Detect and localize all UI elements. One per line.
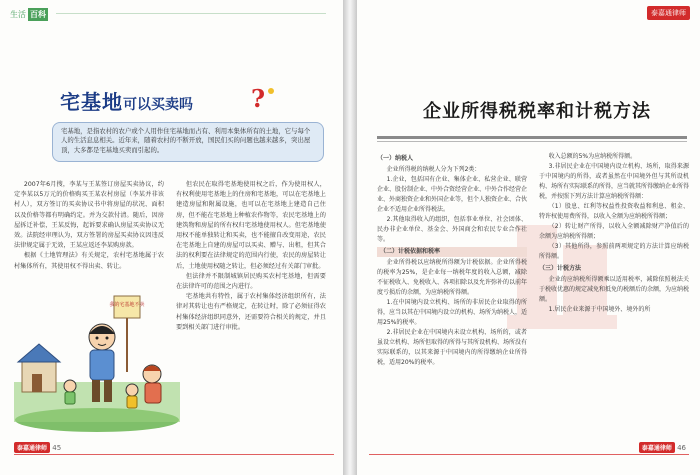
- section-divider: [56, 13, 326, 14]
- paragraph: 1.居民企业来源于中国境外、境外的所: [548, 306, 651, 313]
- page-number: 45: [52, 444, 62, 452]
- question-mark-icon: ?: [251, 84, 266, 113]
- paragraph: 1.企业，包括国有企业、集体企业、私营企业、联营企业、股份制企业、中外合资经营企业、中外合作经营企业、外商独资企业和外国企业等，但个人独资企业、合伙企业不适用企业所得税法。: [377, 176, 527, 213]
- page-footer: [14, 442, 61, 453]
- paragraph: 企业的应纳税所得额乘以适用税率，减除依照税法关于税收优惠的规定减免和抵免的税额后的余额，为应纳税额。: [539, 276, 689, 303]
- right-column-2: [539, 152, 689, 430]
- section-badge: 百科: [30, 10, 46, 19]
- article-title-rest: 可以买卖吗: [123, 97, 193, 113]
- paragraph: 但农民在取得宅基地使用权之后，作为使用权人，有权利使用宅基地上的住房和宅基地，可以在宅基地上建造房屋和附属设施，也可以在宅基地上建造自己住房，但不能在宅基地上种植农作物等，农民宅基地上的建筑物和房屋的所有权归宅基地使用权人。但宅基地使用权不能单独转让和买卖，也不能擅自改变用途，农民在宅基地上自建的房屋可以买卖、赠与、出租，但其合法的权利要在法律规定的范围内行使，农民的房屋转让后，土地使用权随之转让，但必须经过有关部门审批。: [176, 181, 326, 270]
- title-divider: [377, 136, 687, 139]
- paragraph: 根据《土地管理法》有关规定，农村宅基地属于农村集体所有，其使用权不得出卖、转让。: [14, 252, 164, 270]
- paragraph: 收入总额的5%为应纳税所得额。: [548, 153, 637, 160]
- page-number: 46: [677, 444, 686, 452]
- paragraph: （1）股息、红利等权益性投资收益和利息、租金、特许权使用费所得，以收入全额为应纳税所得额；: [539, 203, 689, 220]
- paragraph: （3）其他所得，参照前两项规定的方法计算应纳税所得额。: [539, 243, 689, 260]
- section-tag: [10, 8, 48, 21]
- subheading: （二）计税依据和税率: [377, 247, 527, 257]
- book-gutter: [343, 0, 357, 475]
- right-page: [357, 0, 700, 475]
- footer-rule: [369, 454, 689, 455]
- paragraph: 企业所得税的纳税人分为下列2类：: [386, 166, 481, 173]
- paragraph: 企业所得税以应纳税所得额为计税依据。企业所得税的税率为25%，是企业每一纳税年度的收入总额，减除不征税收入、免税收入、各项扣除以及允许弥补的以前年度亏损后的余额，为应纳税所得额。: [377, 259, 527, 296]
- paragraph: 3.非居民企业在中国境内设立机构、场所，取得来源于中国境内的所得，或者虽然在中国境外但与其所设机构、场所有实际联系的所得，应当就其所得缴纳企业所得税，并按照下列方法计算应纳税所得额：: [539, 163, 689, 200]
- paragraph: 1.在中国境内设立机构、场所的非居民企业取得的所得，应当以其在中国境内设立的机构、场所为纳税人，适用25%的税率。: [377, 299, 527, 326]
- article-title: [60, 86, 193, 115]
- paragraph: 2.其他取得收入的组织，包括事业单位、社会团体、民办非企业单位、基金会、外国商会和农民专业合作社等。: [377, 216, 527, 243]
- footer-brand: 泰嘉通律师: [14, 442, 50, 453]
- cartoon-illustration: [14, 282, 180, 432]
- subheading: （一）纳税人: [377, 155, 414, 162]
- left-column-2: [176, 180, 326, 430]
- intro-box: [52, 122, 324, 162]
- article-title-main: 宅基地: [60, 90, 123, 114]
- title-divider-thin: [377, 141, 687, 142]
- header-badge: 泰嘉通律师: [647, 6, 690, 20]
- yellow-dot-icon: [268, 88, 274, 94]
- paragraph: 宅基地共有特性，属于农村集体经济组织所有，法律对其转让也有严格规定，在转让时，除了必须征得农村集体经济组织同意外，还需要符合相关的规定，并且要到相关部门进行审批。: [176, 293, 326, 331]
- paragraph: 2007年6月搜，李某与王某签订房屋买卖协议，约定李某以5万元的价格购买王某农村房屋（李某并非该村人），双方签订的买卖协议书中将房屋的状况、面积以及价格等都有明确约定。并为交款付清。随后，因房屋拆迁补偿，王某反悔，起诉要求确认房屋买卖协议无效。法院经审理认为，双方签署的房屋买卖协议因违反法律规定属于无效，王某应返还李某购房款。: [14, 181, 164, 250]
- left-page: [0, 0, 343, 475]
- left-column-1: [14, 180, 164, 280]
- sign-text: 我的宅基地不卖: [109, 302, 145, 308]
- footer-brand: 泰嘉通律师: [639, 442, 675, 453]
- paragraph: （2）转让财产所得，以收入全额减除财产净值后的余额为应纳税所得额；: [539, 223, 689, 240]
- paragraph: 2.非居民企业在中国境内未设立机构、场所的，或者虽设立机构、场所但取得的所得与其所设机构、场所没有实际联系的，以其来源于中国境内的所得缴纳企业所得税，适用20%的税率。: [377, 329, 527, 366]
- article-title: 企业所得税税率和计税方法: [423, 101, 651, 122]
- paragraph: 但法律并不限制城镇居民购买农村宅基地，但需要在法律许可的范围之内进行。: [176, 272, 326, 291]
- right-column-1: [377, 152, 527, 430]
- intro-text: 宅基地，是指农村的农户或个人用作住宅基地而占有、利用本集体所有的土地，它与每个人的生活息息相关。近年来，随着农村的不断开放，国民们买的问题也越来越多，突出屋顶，大多都是宅基地买卖而引起的。: [61, 127, 311, 154]
- footer-rule: [14, 454, 334, 455]
- section-label: 生活: [10, 10, 26, 19]
- subheading: （三）计税方法: [539, 265, 582, 272]
- page-footer: [639, 442, 686, 453]
